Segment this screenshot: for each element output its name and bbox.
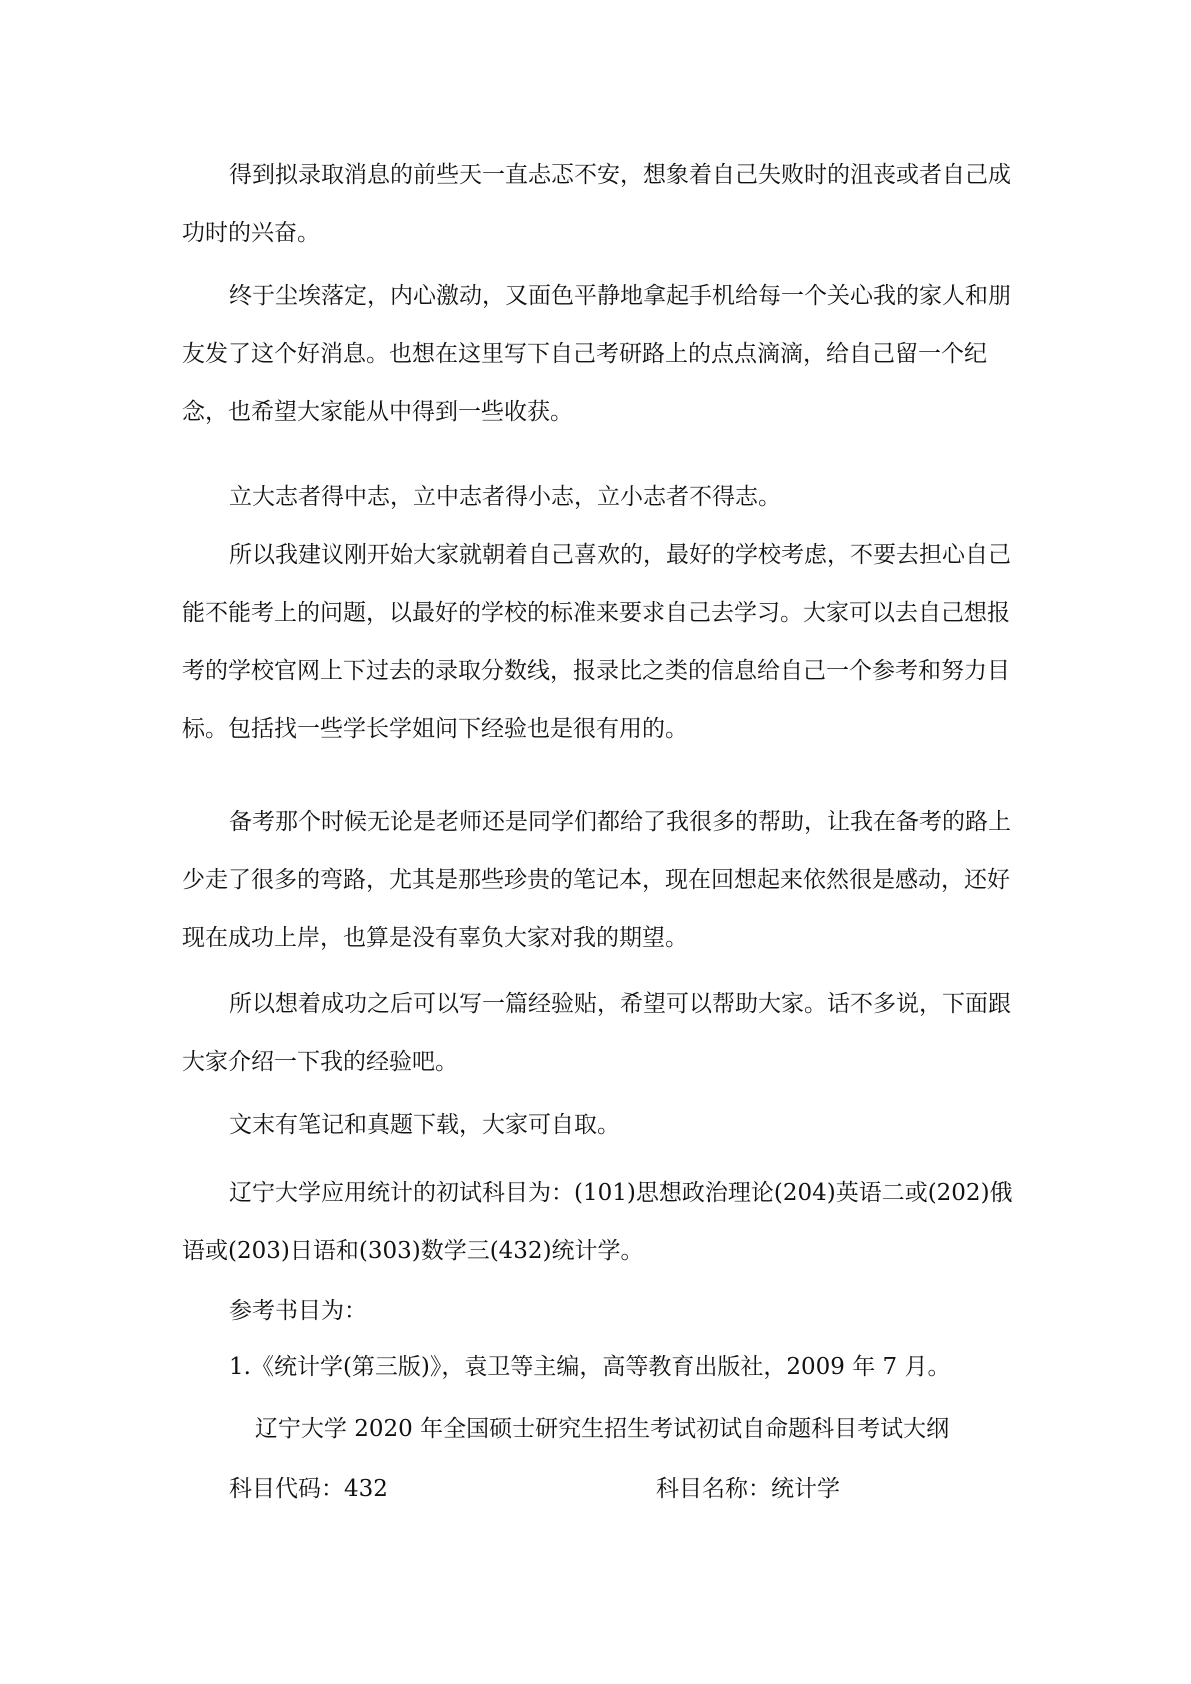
paragraph-1: 得到拟录取消息的前些天一直忐忑不安，想象着自己失败时的沮丧或者自己成功时的兴奋。 (182, 162, 1011, 246)
paragraph-6: 所以想着成功之后可以写一篇经验贴，希望可以帮助大家。话不多说，下面跟大家介绍一下我的经验吧。 (182, 991, 1011, 1075)
subject-name: 科目名称：统计学 (656, 1476, 840, 1502)
reference-item: 1.《统计学(第三版)》，袁卫等主编，高等教育出版社，2009 年 7 月。 (229, 1354, 951, 1380)
paragraph-4: 所以我建议刚开始大家就朝着自己喜欢的，最好的学校考虑，不要去担心自己能不能考上的问题，以最好的学校的标准来要求自己去学习。大家可以去自己想报考的学校官网上下过去的录取分数线，报录比之类的信息给自己一个参考和努力目标。包括找一些学长学姐问下经验也是很有用的。 (182, 542, 1011, 742)
paragraph-7: 文末有笔记和真题下载，大家可自取。 (229, 1112, 620, 1138)
paragraph-3: 立大志者得中志，立中志者得小志，立小志者不得志。 (229, 484, 781, 510)
paragraph-8: 辽宁大学应用统计的初试科目为：(101)思想政治理论(204)英语二或(202)俄语或(203)日语和(303)数学三(432)统计学。 (182, 1180, 1013, 1264)
paragraph-5: 备考那个时候无论是老师还是同学们都给了我很多的帮助，让我在备考的路上少走了很多的弯路，尤其是那些珍贵的笔记本，现在回想起来依然很是感动，还好现在成功上岸，也算是没有辜负大家对我的期望。 (182, 809, 1011, 951)
subject-code: 科目代码：432 (229, 1476, 388, 1502)
paragraph-9: 参考书目为： (229, 1298, 367, 1324)
paragraph-2: 终于尘埃落定，内心激动，又面色平静地拿起手机给每一个关心我的家人和朋友发了这个好消息。也想在这里写下自己考研路上的点点滴滴，给自己留一个纪念，也希望大家能从中得到一些收获。 (182, 283, 1011, 425)
exam-outline-title: 辽宁大学 2020 年全国硕士研究生招生考试初试自命题科目考试大纲 (254, 1416, 950, 1442)
